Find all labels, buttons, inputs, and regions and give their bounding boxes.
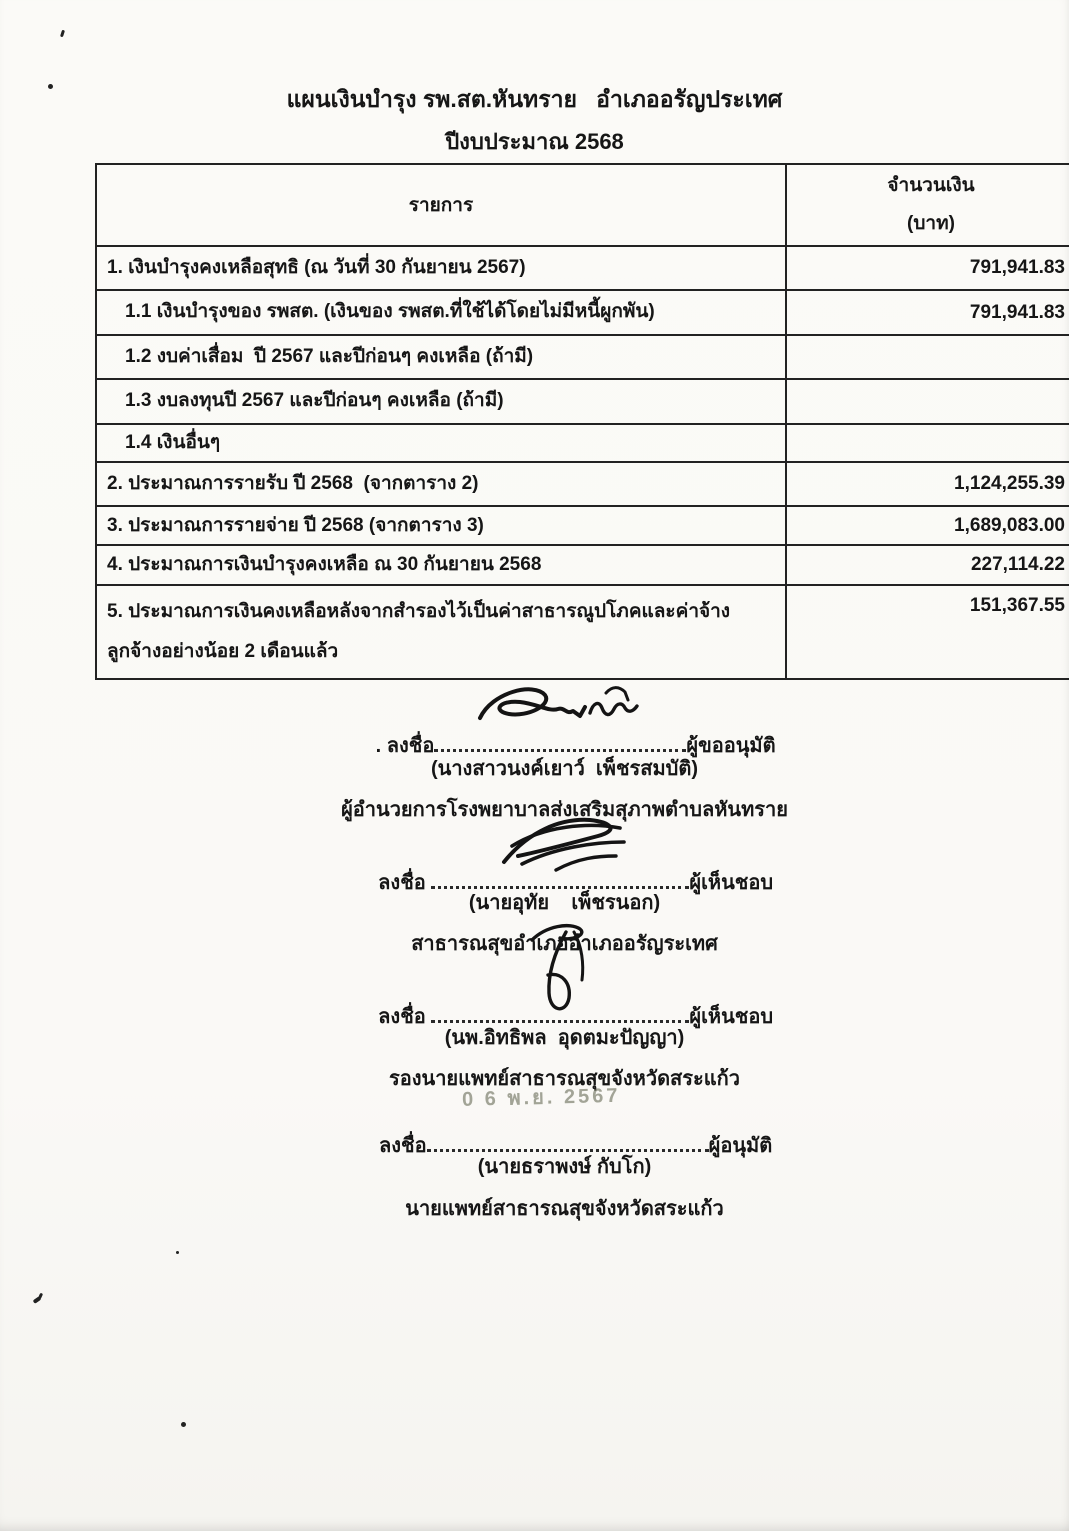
signer-title-4: นายแพทย์สาธารณสุขจังหวัดสระแก้ว xyxy=(405,1198,724,1220)
row-amount xyxy=(786,335,1069,379)
document-subtitle: ปีงบประมาณ 2568 xyxy=(445,129,624,154)
signer-name-4: (นายธราพงษ์ กับโก) xyxy=(477,1156,652,1178)
table-row xyxy=(96,290,1069,335)
column-header-amount-line2: (บาท) xyxy=(907,213,955,234)
row-amount: 227,114.22 xyxy=(786,545,1069,585)
table-row xyxy=(96,379,1069,424)
pencil-mark xyxy=(181,1422,186,1427)
row-amount: 1,689,083.00 xyxy=(786,506,1069,545)
column-header-amount-line1: จำนวนเงิน xyxy=(887,175,975,196)
row-label: 1.2 งบค่าเสื่อม ปี 2567 และปีก่อนๆ คงเหลือ (ถ้ามี) xyxy=(96,335,786,379)
budget-table xyxy=(95,163,1069,680)
row-label: 1.3 งบลงทุนปี 2567 และปีก่อนๆ คงเหลือ (ถ้ามี) xyxy=(96,379,786,424)
row-label: 4. ประมาณการเงินบำรุงคงเหลือ ณ 30 กันยายน 2568 xyxy=(96,545,786,585)
signer-title-1: ผู้อำนวยการโรงพยาบาลส่งเสริมสุภาพตำบลหันทราย xyxy=(341,799,788,821)
row-label: 3. ประมาณการรายจ่าย ปี 2568 (จากตาราง 3) xyxy=(96,506,786,545)
sign-label: ลงชื่อ xyxy=(378,1006,432,1028)
pencil-mark xyxy=(176,1251,179,1254)
row-amount xyxy=(786,424,1069,462)
signer-name-3: (นพ.อิทธิพล อุดตมะปัญญา) xyxy=(444,1027,685,1049)
table-row xyxy=(96,506,1069,545)
signature-dotted-line xyxy=(427,1130,709,1152)
row-amount: 1,124,255.39 xyxy=(786,462,1069,506)
row-label: 1.4 เงินอื่นๆ xyxy=(96,424,786,462)
row-label: 2. ประมาณการรายรับ ปี 2568 (จากตาราง 2) xyxy=(96,462,786,506)
table-row xyxy=(96,335,1069,379)
date-stamp: 0 6 พ.ย. 2567 xyxy=(461,1084,621,1111)
table-header-row xyxy=(96,164,1069,246)
sign-role: ผู้อนุมัติ xyxy=(708,1135,773,1157)
table-row xyxy=(96,545,1069,585)
row-amount xyxy=(786,379,1069,424)
sign-role: ผู้เห็นชอบ xyxy=(689,1006,774,1028)
row-amount: 791,941.83 xyxy=(786,290,1069,335)
signature-dotted-line xyxy=(431,1001,689,1023)
pencil-mark xyxy=(48,84,53,89)
row-amount: 151,367.55 xyxy=(786,585,1069,679)
table-row xyxy=(96,585,1069,679)
pencil-mark xyxy=(60,30,65,38)
column-header-item: รายการ xyxy=(96,164,786,246)
row-label: 1.1 เงินบำรุงของ รพสต. (เงินของ รพสต.ที่ใช้ได้โดยไม่มีหนี้ผูกพัน) xyxy=(96,290,786,335)
signature-dotted-line xyxy=(434,730,686,752)
sign-label: ลงชื่อ xyxy=(379,1135,427,1157)
document-title: แผนเงินบำรุง รพ.สต.หันทราย อำเภออรัญประเทศ xyxy=(286,86,783,112)
sign-role: ผู้ขออนุมัติ xyxy=(686,735,776,757)
row-amount: 791,941.83 xyxy=(786,246,1069,290)
pencil-mark xyxy=(38,1293,43,1300)
sign-label: ลงชื่อ xyxy=(378,872,432,894)
leading-period-mark: . xyxy=(375,735,382,757)
signer-name-1: (นางสาวนงค์เยาว์ เพ็ชรสมบัติ) xyxy=(430,758,698,780)
table-row xyxy=(96,246,1069,290)
row-label: 1. เงินบำรุงคงเหลือสุทธิ (ณ วันที่ 30 กันยายน 2567) xyxy=(96,246,786,290)
signer-name-2: (นายอุทัย เพ็ชรนอก) xyxy=(468,892,661,914)
signer-title-2: สาธารณสุขอำเภออำเภออรัญระเทศ xyxy=(411,933,718,955)
sign-role: ผู้เห็นชอบ xyxy=(689,872,774,894)
row-label: 5. ประมาณการเงินคงเหลือหลังจากสำรองไว้เป็นค่าสาธารณูปโภคและค่าจ้าง ลูกจ้างอย่างน้อย 2 เดือนแล้ว xyxy=(96,585,786,679)
table-row xyxy=(96,462,1069,506)
signer-title-3: รองนายแพทย์สาธารณสุขจังหวัดสระแก้ว xyxy=(389,1068,740,1090)
sign-label: ลงชื่อ xyxy=(386,735,435,757)
column-header-amount xyxy=(786,164,1069,246)
table-row xyxy=(96,424,1069,462)
